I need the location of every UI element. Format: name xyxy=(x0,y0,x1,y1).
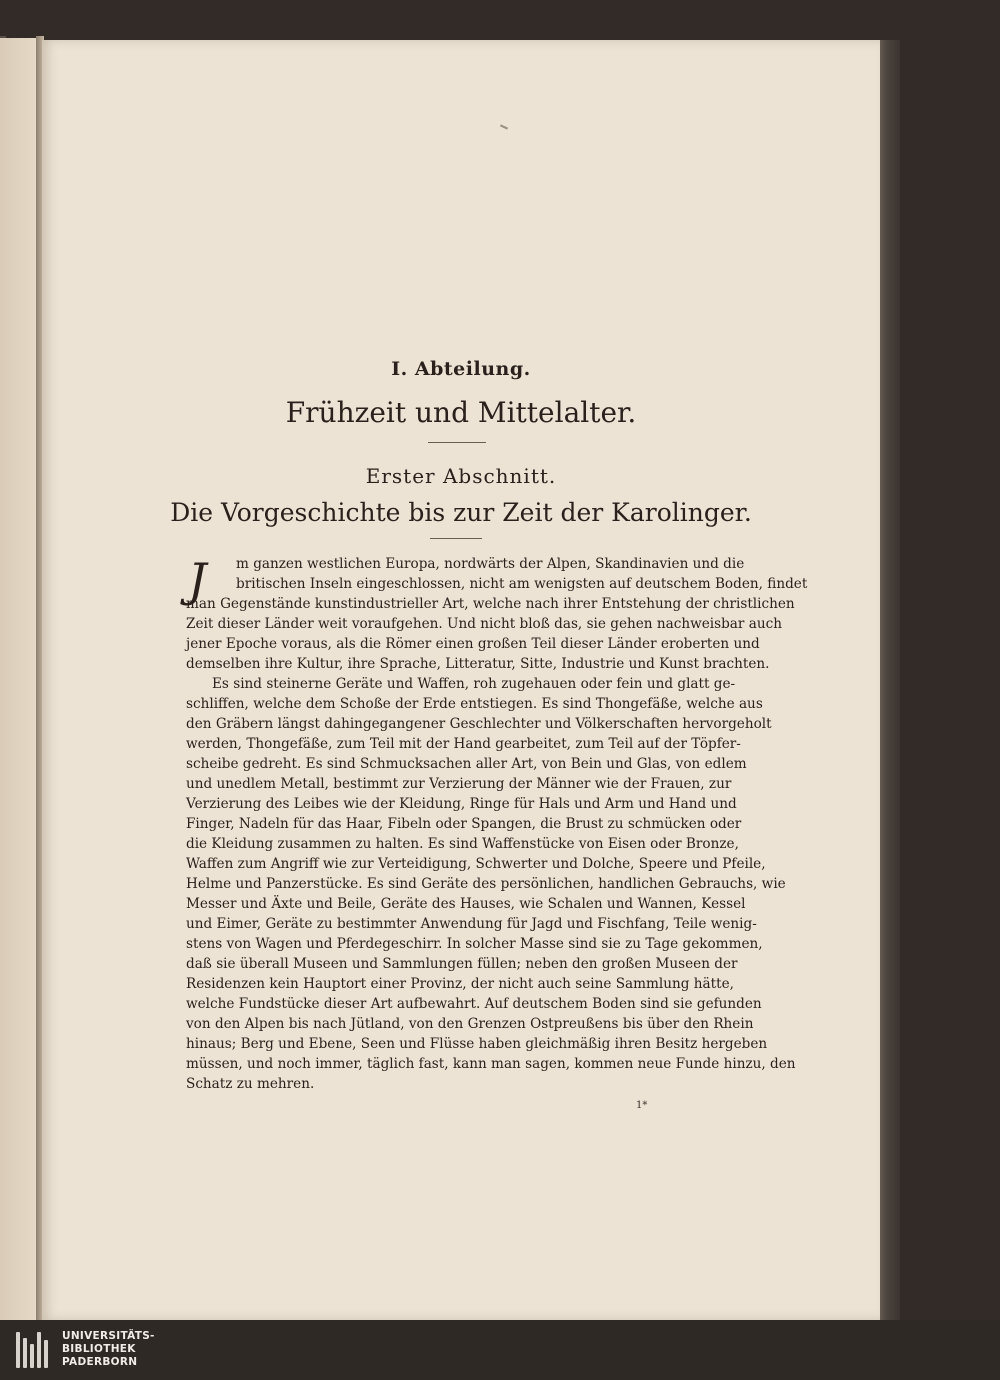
text-line: Schatz zu mehren. xyxy=(186,1076,315,1092)
text-line: hinaus; Berg und Ebene, Seen und Flüsse haben gleichmäßig ihren Besitz hergeben xyxy=(186,1036,768,1052)
chapter-title: Die Vorgeschichte bis zur Zeit der Karolinger. xyxy=(170,498,752,527)
text-line: und unedlem Metall, bestimmt zur Verzierung der Männer wie der Frauen, zur xyxy=(186,776,732,792)
section-label: I. Abteilung. xyxy=(391,358,531,380)
logo-line-3: PADERBORN xyxy=(62,1356,138,1368)
text-line: und Eimer, Geräte zu bestimmter Anwendung für Jagd und Fischfang, Teile wenig- xyxy=(186,916,757,932)
title-divider xyxy=(428,442,486,443)
text-line: Helme und Panzerstücke. Es sind Geräte des persönlichen, handlichen Gebrauchs, wie xyxy=(186,876,786,892)
text-line: welche Fundstücke dieser Art aufbewahrt. Auf deutschem Boden sind sie gefunden xyxy=(186,996,762,1012)
text-line: daß sie überall Museen und Sammlungen füllen; neben den großen Museen der xyxy=(186,956,738,972)
text-line: Zeit dieser Länder weit voraufgehen. Und nicht bloß das, sie gehen nachweisbar auch xyxy=(186,616,782,632)
text-line: demselben ihre Kultur, ihre Sprache, Litteratur, Sitte, Industrie und Kunst brachten. xyxy=(186,656,770,672)
text-line: Finger, Nadeln für das Haar, Fibeln oder Spangen, die Brust zu schmücken oder xyxy=(186,816,742,832)
text-line: müssen, und noch immer, täglich fast, kann man sagen, kommen neue Funde hinzu, den xyxy=(186,1056,796,1072)
text-line: m ganzen westlichen Europa, nordwärts der Alpen, Skandinavien und die xyxy=(236,556,745,572)
text-line: stens von Wagen und Pferdegeschirr. In solcher Masse sind sie zu Tage gekommen, xyxy=(186,936,763,952)
paper-mark xyxy=(500,124,508,129)
text-line: von den Alpen bis nach Jütland, von den Grenzen Ostpreußens bis über den Rhein xyxy=(186,1016,754,1032)
text-line: man Gegenstände kunstindustrieller Art, welche nach ihrer Entstehung der christlichen xyxy=(186,596,795,612)
book-page xyxy=(42,40,880,1320)
text-line: britischen Inseln eingeschlossen, nicht am wenigsten auf deutschem Boden, findet xyxy=(236,576,808,592)
signature-mark: 1* xyxy=(636,1100,648,1111)
chapter-divider xyxy=(430,538,482,539)
text-line: Es sind steinerne Geräte und Waffen, roh zugehauen oder fein und glatt ge- xyxy=(212,676,736,692)
text-line: schliffen, welche dem Schoße der Erde entstiegen. Es sind Thongefäße, welche aus xyxy=(186,696,763,712)
logo-line-2: BIBLIOTHEK xyxy=(62,1343,136,1355)
text-line: jener Epoche voraus, als die Römer einen großen Teil dieser Länder eroberten und xyxy=(186,636,760,652)
library-logo-text xyxy=(62,1330,155,1369)
right-cover-edge xyxy=(878,40,900,1320)
text-line: scheibe gedreht. Es sind Schmucksachen aller Art, von Bein und Glas, von edlem xyxy=(186,756,747,772)
left-page-edge xyxy=(0,38,38,1320)
text-line: Verzierung des Leibes wie der Kleidung, Ringe für Hals und Arm und Hand und xyxy=(186,796,737,812)
logo-line-1: UNIVERSITÄTS- xyxy=(62,1330,155,1342)
text-line: Waffen zum Angriff wie zur Verteidigung, Schwerter und Dolche, Speere und Pfeile, xyxy=(186,856,766,872)
text-line: die Kleidung zusammen zu halten. Es sind Waffenstücke von Eisen oder Bronze, xyxy=(186,836,739,852)
drop-cap: J xyxy=(188,553,207,607)
library-logo-icon xyxy=(16,1332,56,1368)
subsection-label: Erster Abschnitt. xyxy=(365,464,557,488)
main-title: Frühzeit und Mittelalter. xyxy=(285,396,637,429)
text-line: Messer und Äxte und Beile, Geräte des Hauses, wie Schalen und Wannen, Kessel xyxy=(186,896,746,912)
text-line: Residenzen kein Hauptort einer Provinz, der nicht auch seine Sammlung hätte, xyxy=(186,976,734,992)
body-text xyxy=(186,554,808,1094)
text-line: werden, Thongefäße, zum Teil mit der Hand gearbeitet, zum Teil auf der Töpfer- xyxy=(186,736,741,752)
library-footer xyxy=(0,1320,1000,1380)
text-line: den Gräbern längst dahingegangener Geschlechter und Völkerschaften hervorgeholt xyxy=(186,716,772,732)
